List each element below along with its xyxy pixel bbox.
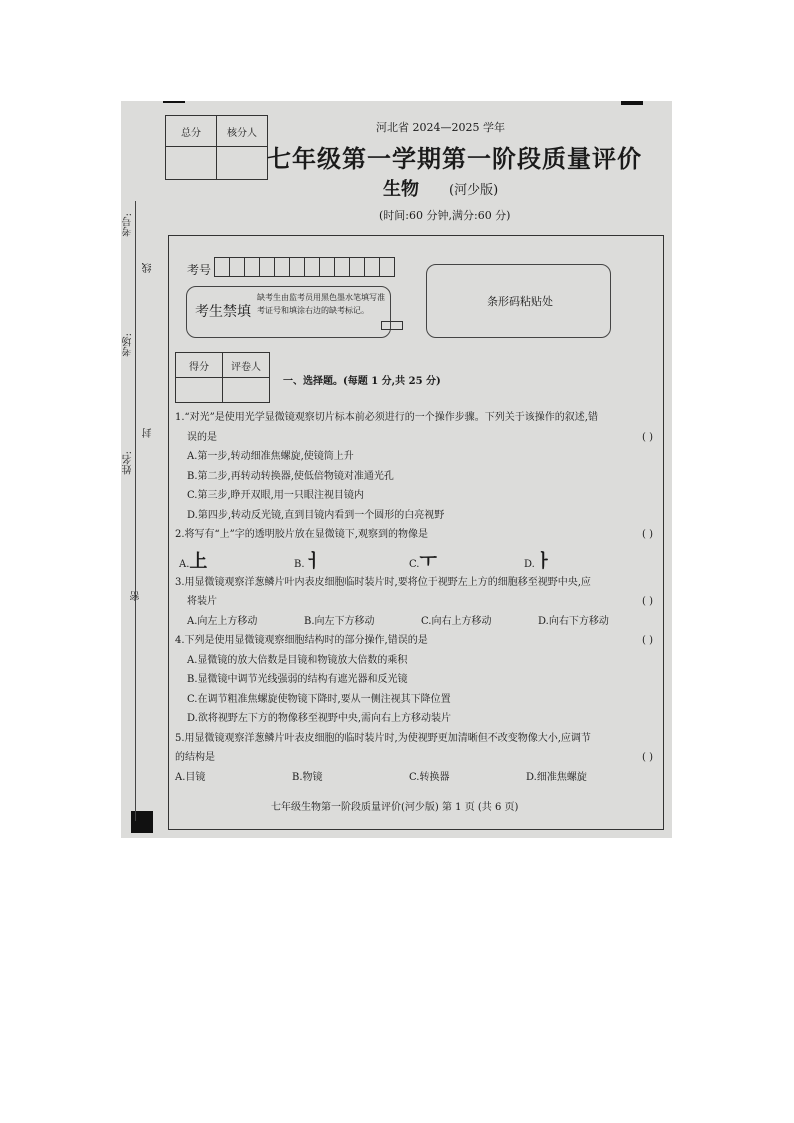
q1-option-b: B.第二步,再转动转换器,使低倍物镜对准通光孔 (187, 470, 394, 482)
q4-answer-paren[interactable]: ( ) (642, 635, 653, 646)
q2-option-b: B.ㅓ (294, 550, 322, 572)
margin-kaochang: 考场: (123, 333, 134, 357)
page-title: 七年级第一学期第一阶段质量评价 (267, 144, 642, 173)
exam-paper-photo (121, 101, 672, 838)
question-4 (175, 631, 655, 651)
total-score-label: 总分 (166, 116, 217, 147)
exam-number-boxes[interactable] (214, 257, 394, 277)
q1-option-a: A.第一步,转动细准焦螺旋,使镜筒上升 (187, 451, 354, 462)
marker-cell (223, 378, 270, 403)
q3-answer-paren[interactable]: ( ) (642, 596, 653, 607)
margin-xingming: 姓名: (123, 451, 134, 475)
notice-title: 考生禁填 (195, 304, 251, 320)
score-table (165, 115, 268, 180)
margin-xian: 线 (143, 263, 154, 273)
q1-stem-2: 误的是 (187, 431, 217, 443)
grader-table (175, 352, 270, 403)
q1-option-d: D.第四步,转动反光镜,直到目镜内看到一个圆形的白亮视野 (187, 509, 445, 521)
score-label: 得分 (176, 353, 223, 378)
time-score-note: (时间:60 分钟,满分:60 分) (379, 209, 511, 222)
q4-option-c: C.在调节粗准焦螺旋使物镜下降时,要从一侧注视其下降位置 (187, 693, 451, 705)
absent-mark-box[interactable] (381, 321, 403, 330)
no-fill-notice (186, 286, 391, 338)
q3-stem-1: 3.用显微镜观察洋葱鳞片叶内表皮细胞临时装片时,要将位于视野左上方的细胞移至视野中央,应 (175, 576, 591, 588)
question-3 (175, 573, 655, 612)
barcode-label: 条形码粘贴处 (487, 295, 553, 308)
q1-option-c: C.第三步,睁开双眼,用一只眼注视目镜内 (187, 490, 364, 501)
province-year: 河北省 2024—2025 学年 (376, 121, 505, 134)
edition-label: (河少版) (449, 183, 499, 198)
q3-option-a: A.向左上方移动 (187, 615, 258, 627)
answer-frame (168, 235, 664, 830)
question-2 (175, 525, 655, 545)
total-score-cell (166, 147, 217, 180)
q5-answer-paren[interactable]: ( ) (642, 752, 653, 763)
q2-answer-paren[interactable]: ( ) (642, 529, 653, 540)
section-title: 一、选择题。(每题 1 分,共 25 分) (283, 376, 441, 387)
margin-feng: 封 (143, 428, 154, 438)
subject-title: 生物 (383, 179, 419, 200)
q4-option-b: B.显微镜中调节光线强弱的结构有遮光器和反光镜 (187, 674, 408, 685)
exam-number-label: 考号 (187, 263, 212, 277)
binding-line (135, 201, 136, 821)
marker-label: 评卷人 (223, 353, 270, 378)
q4-option-d: D.欲将视野左下方的物像移至视野中央,需向右上方移动装片 (187, 713, 452, 724)
margin-kaohao: 考号: (123, 213, 134, 237)
question-5 (175, 729, 655, 768)
q2-stem: 2.将写有“上”字的透明胶片放在显微镜下,观察到的物像是 (175, 529, 428, 540)
q2-option-d: D.ㅏ (524, 550, 553, 572)
q3-option-d: D.向右下方移动 (538, 615, 609, 627)
score-checker-cell (217, 147, 268, 180)
score-cell (176, 378, 223, 403)
barcode-area (426, 264, 611, 338)
q5-options (175, 768, 655, 788)
q4-stem: 4.下列是使用显微镜观察细胞结构时的部分操作,错误的是 (175, 635, 428, 646)
q2-options (175, 545, 655, 573)
q5-option-d: D.细准焦螺旋 (526, 771, 587, 783)
q3-option-b: B.向左下方移动 (304, 615, 375, 627)
q5-option-c: C.转换器 (409, 771, 450, 783)
question-list (175, 408, 655, 787)
q5-stem-1: 5.用显微镜观察洋葱鳞片叶表皮细胞的临时装片时,为使视野更加清晰但不改变物像大小,应调节 (175, 732, 591, 744)
q5-option-a: A.目镜 (175, 771, 206, 783)
question-1 (175, 408, 655, 447)
corner-mark-top-right (621, 101, 643, 105)
score-checker-label: 核分人 (217, 116, 268, 147)
q3-option-c: C.向右上方移动 (421, 615, 492, 627)
q1-answer-paren[interactable]: ( ) (642, 431, 653, 443)
q2-option-c: C.ㅜ (409, 550, 437, 572)
corner-mark-top-left (163, 101, 185, 103)
q3-options (175, 612, 655, 632)
q1-stem-1: 1.“对光”是使用光学显微镜观察切片标本前必须进行的一个操作步骤。下列关于该操作的叙述,错 (175, 412, 598, 423)
q4-option-a: A.显微镜的放大倍数是目镜和物镜放大倍数的乘积 (187, 654, 408, 666)
q2-option-a: A.上 (179, 550, 208, 572)
notice-text: 缺考生由监考员用黑色墨水笔填写准考证号和填涂右边的缺考标记。 (257, 293, 385, 315)
q5-stem-2: 的结构是 (175, 752, 215, 763)
page-footer: 七年级生物第一阶段质量评价(河少版) 第 1 页 (共 6 页) (271, 802, 519, 813)
q5-option-b: B.物镜 (292, 771, 323, 783)
q3-stem-2: 将装片 (187, 596, 217, 607)
margin-mi: 密 (131, 591, 142, 601)
